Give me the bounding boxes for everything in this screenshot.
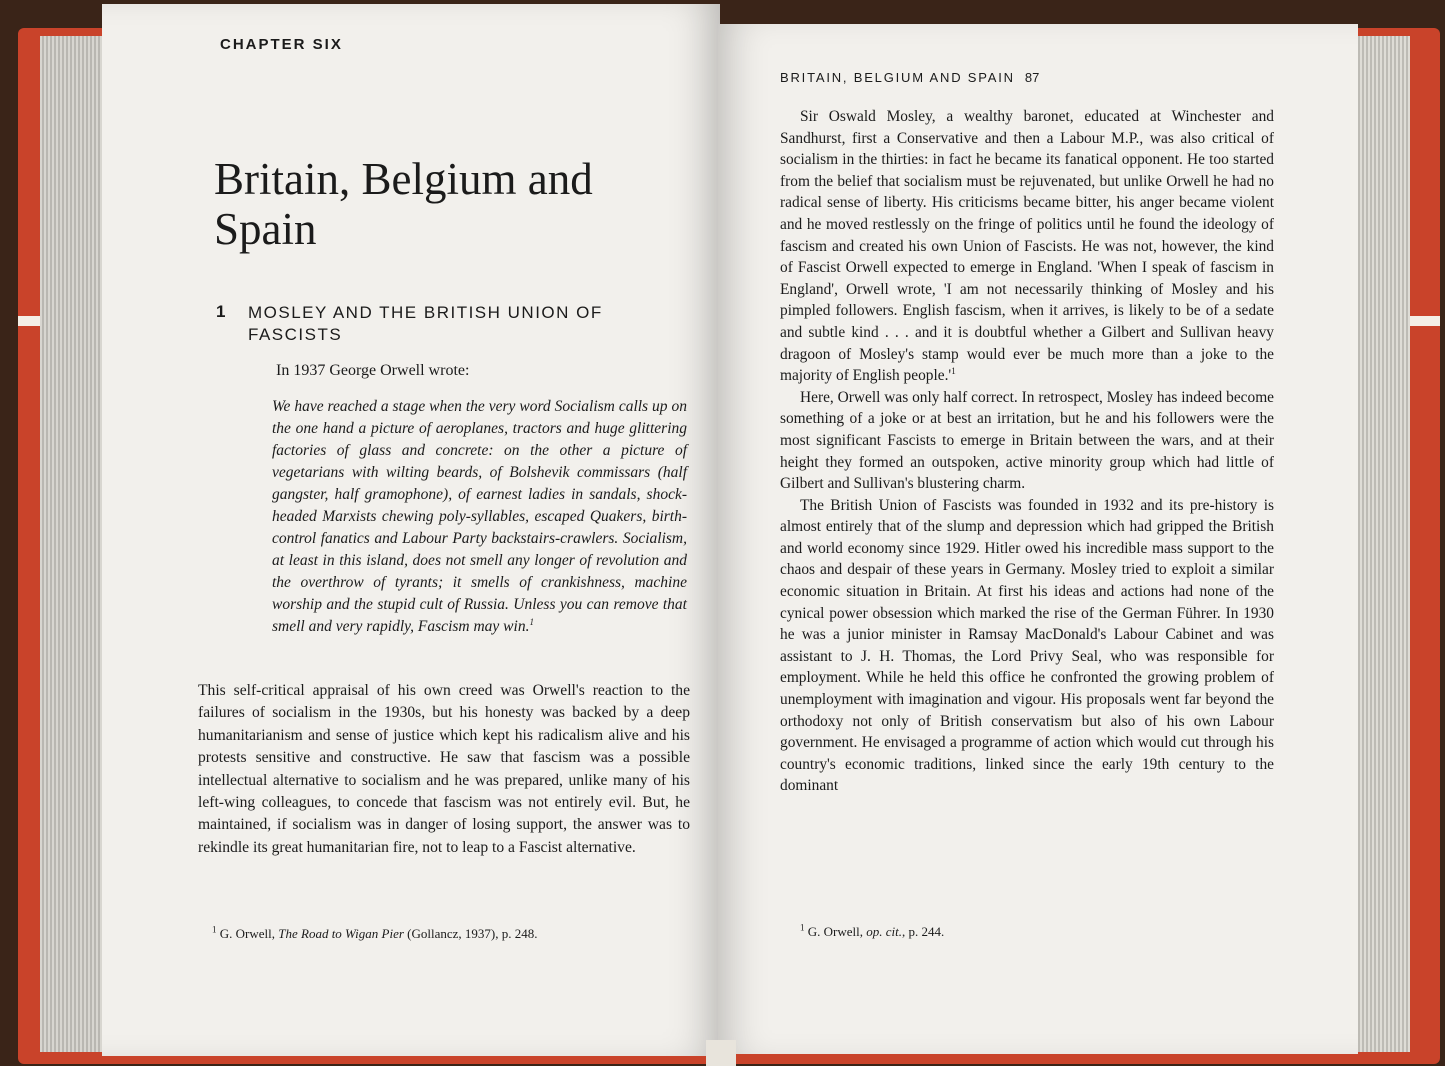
footnote-work: op. cit. [866, 924, 902, 939]
footnote-mark: 1 [800, 922, 805, 933]
paragraph: The British Union of Fascists was founded in 1932 and its pre-history is almost entirely that of the slump and depression which had gripped the British and world economy since 1929. Hitler owed his incredible mass support to the chaos and despair of these years in Germany. Mosley tried to exploit a similar economic situation in Britain. At first his ideas and actions had none of the cynical power obsession which marked the rise of the German Führer. In 1930 he was a junior minister in Ramsay MacDonald's Labour Cabinet and was assistant to J. H. Thomas, the Lord Privy Seal, who was responsible for employment. While he held this office he confronted the growing problem of unemployment with imagination and vigour. His proposals went far beyond the orthodoxy not only of British conservatism but also of his own Labour government. He envisaged a programme of action which would cut through his country's economic traditions, linked since the early 19th century to the dominant [780, 496, 1274, 795]
footnote [800, 924, 944, 940]
orwell-quote [272, 396, 687, 638]
footnote-work: The Road to Wigan Pier [278, 926, 404, 941]
running-head-title: BRITAIN, BELGIUM AND SPAIN [780, 70, 1015, 85]
quote-text: We have reached a stage when the very word Socialism calls up on the one hand a picture of aeroplanes, tractors and huge glittering factories of glass and concrete: on the other a picture of vegetarians with wilting beards, of Bolshevik commissars (half gangster, half gramophone), of earnest ladies in sandals, shock-headed Marxists chewing poly-syllables, escaped Quakers, birth-control fanatics and Labour Party backstairs-crawlers. Socialism, at least in this island, does not smell any longer of revolution and the overthrow of tyrants; it smells of crankishness, machine worship and the stupid cult of Russia. Unless you can remove that smell and very rapidly, Fascism may win. [272, 398, 687, 635]
paragraph [780, 106, 1274, 387]
quote-intro: In 1937 George Orwell wrote: [276, 362, 470, 379]
paragraph-footnote-mark: 1 [951, 366, 956, 376]
paragraph-text: Sir Oswald Mosley, a wealthy baronet, educated at Winchester and Sandhurst, first a Conservative and then a Labour M.P., was also critical of socialism in the thirties: in fact he became its fanatical opponent. He too started from the belief that socialism must be rejuvenated, but unlike Orwell he had no radical sense of liberty. His criticisms became bitter, his anger became violent and he moved restlessly on the fringe of politics until he found the ideology of fascism and created his own Union of Fascists. He was not, however, the kind of Fascist Orwell expected to emerge in England. 'When I speak of fascism in England', Orwell wrote, 'I am not necessarily thinking of Mosley and his pimpled followers. English fascism, when it arrives, is likely to be of a sedate and subtle kind . . . and it is doubtful whether a Gilbert and Sullivan heavy dragoon of Mosley's stamp would ever be much more than a joke to the majority of English people.' [780, 108, 1274, 385]
footnote-rest: , p. 244. [902, 924, 945, 939]
footnote-mark: 1 [212, 924, 217, 935]
page-edges-left [40, 36, 110, 1052]
left-page [102, 4, 720, 1056]
right-page [718, 24, 1358, 1054]
section-title: MOSLEY AND THE BRITISH UNION OF FASCISTS [248, 303, 603, 344]
chapter-label: CHAPTER SIX [220, 36, 343, 53]
page-number: 87 [1024, 70, 1040, 85]
paragraph: Here, Orwell was only half correct. In retrospect, Mosley has indeed become something of a joke or at best an irritation, but he and his followers were the most significant Fascists to emerge in Britain between the wars, and at their height they formed an outspoken, active minority group which had little of Gilbert and Sullivan's blustering charm. [780, 388, 1274, 493]
footnote-rest: (Gollancz, 1937), p. 248. [407, 926, 538, 941]
footnote-author: G. Orwell, [807, 924, 863, 939]
book-gutter [706, 1040, 736, 1066]
body-paragraph: This self-critical appraisal of his own creed was Orwell's reaction to the failures of socialism in the 1930s, but his honesty was backed by a deep humanitarianism and sense of justice which kept his radicalism alive and his protests sensitive and constructive. He saw that fascism was a possible intellectual alternative to socialism and he was prepared, unlike many of his left-wing colleagues, to concede that fascism was not entirely evil. But, he maintained, if socialism was in danger of losing support, the answer was to rekindle its great humanitarian fire, not to leap to a Fascist alternative. [198, 682, 690, 856]
footnote [212, 926, 538, 942]
chapter-title: Britain, Belgium and Spain [214, 154, 593, 254]
footnote-author: G. Orwell, [219, 926, 275, 941]
quote-footnote-mark: 1 [529, 616, 534, 627]
section-number: 1 [216, 302, 226, 321]
body-text [780, 106, 1274, 797]
running-head [780, 70, 1039, 85]
